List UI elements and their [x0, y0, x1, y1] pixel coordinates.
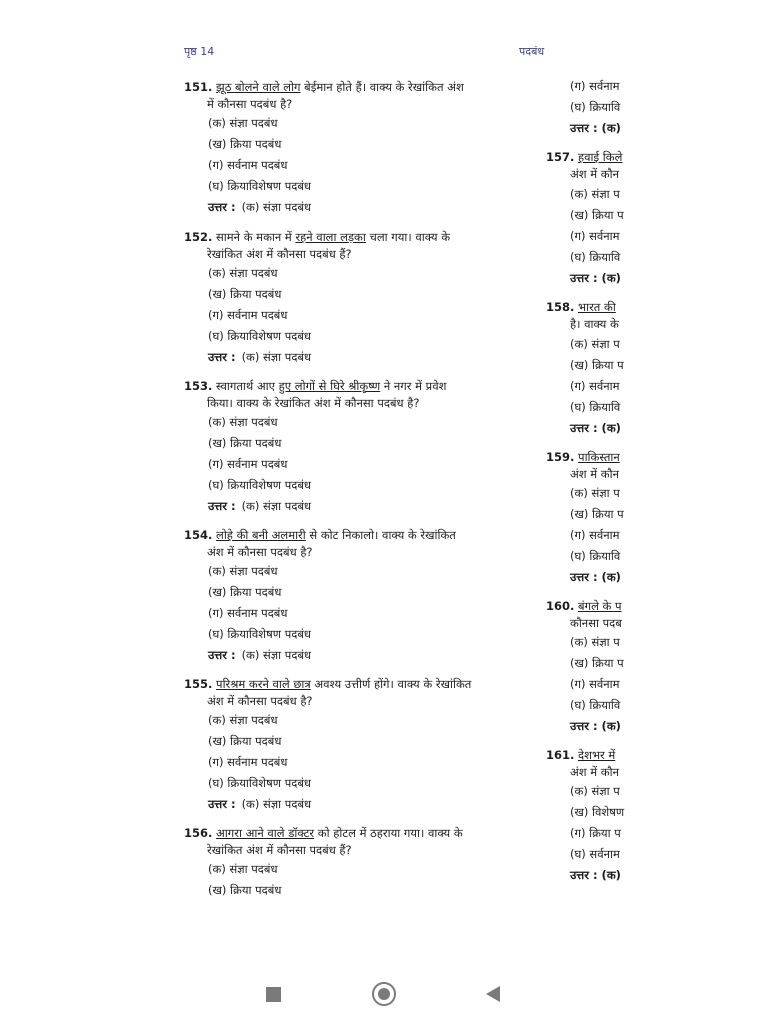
chapter-title: पदबंध	[519, 45, 545, 58]
option: (घ) क्रियावि	[570, 250, 621, 264]
option: (ग) क्रिया प	[570, 826, 621, 840]
question-155: 155. परिश्रम करने वाले छात्र अवश्य उत्तीर्ण होंगे। वाक्य के रेखांकित अंश में कौनसा पदबंध है?	[184, 677, 472, 708]
option: (ग) सर्वनाम	[570, 379, 620, 393]
answer: उत्तर : (क)	[570, 421, 621, 435]
answer: उत्तर : (क) संज्ञा पदबंध	[208, 797, 312, 811]
option: (घ) क्रियावि	[570, 549, 621, 563]
option: (घ) क्रियाविशेषण पदबंध	[208, 329, 311, 343]
recents-icon[interactable]	[266, 987, 281, 1002]
answer: उत्तर : (क) संज्ञा पदबंध	[208, 499, 312, 513]
option: (ग) सर्वनाम पदबंध	[208, 755, 288, 769]
back-icon[interactable]	[486, 986, 500, 1002]
document-page	[140, 0, 530, 960]
option: (ग) सर्वनाम पदबंध	[208, 158, 288, 172]
option: (ख) क्रिया प	[570, 208, 624, 222]
answer: उत्तर : (क) संज्ञा पदबंध	[208, 350, 312, 364]
question-157: 157. हवाई किले	[546, 150, 623, 164]
answer: उत्तर : (क)	[570, 868, 621, 882]
option: (ख) क्रिया प	[570, 507, 624, 521]
question-text: अंश में कौन	[570, 467, 619, 481]
option: (क) संज्ञा प	[570, 337, 620, 351]
question-152: 152. सामने के मकान में रहने वाला लड़का चला गया। वाक्य के रेखांकित अंश में कौनसा पदबंध हैं?	[184, 230, 451, 261]
question-158: 158. भारत की	[546, 300, 616, 314]
option: (ख) विशेषण	[570, 805, 625, 819]
option: (क) संज्ञा पदबंध	[208, 564, 278, 578]
option: (घ) क्रियाविशेषण पदबंध	[208, 179, 311, 193]
option: (क) संज्ञा पदबंध	[208, 116, 278, 130]
option: (घ) क्रियाविशेषण पदबंध	[208, 776, 311, 790]
option: (ख) क्रिया पदबंध	[208, 137, 282, 151]
option: (ग) सर्वनाम	[570, 229, 620, 243]
option: (ग) सर्वनाम	[570, 528, 620, 542]
answer: उत्तर : (क)	[570, 719, 621, 733]
option: (क) संज्ञा प	[570, 635, 620, 649]
option: (क) संज्ञा पदबंध	[208, 266, 278, 280]
answer: उत्तर : (क)	[570, 570, 621, 584]
question-159: 159. पाकिस्तान	[546, 450, 620, 464]
question-153: 153. स्वागतार्थ आए हुए लोगों से घिरे श्रीकृष्ण ने नगर में प्रवेश किया। वाक्य के रेखांकित अंश में कौनसा पदबंध है?	[184, 379, 447, 410]
option: (ग) सर्वनाम	[570, 79, 620, 93]
option: (क) संज्ञा प	[570, 486, 620, 500]
option: (क) संज्ञा पदबंध	[208, 713, 278, 727]
option: (ख) क्रिया पदबंध	[208, 287, 282, 301]
question-text: कौनसा पदब	[570, 616, 622, 630]
option: (ख) क्रिया पदबंध	[208, 585, 282, 599]
answer: उत्तर : (क) संज्ञा पदबंध	[208, 200, 312, 214]
option: (ग) सर्वनाम पदबंध	[208, 606, 288, 620]
question-161: 161. देशभर में	[546, 748, 616, 762]
option: (क) संज्ञा पदबंध	[208, 862, 278, 876]
question-156: 156. आगरा आने वाले डॉक्टर को होटल में ठहराया गया। वाक्य के रेखांकित अंश में कौनसा पदबंध हैं?	[184, 826, 463, 857]
option: (क) संज्ञा पदबंध	[208, 415, 278, 429]
question-text: है। वाक्य के	[570, 317, 619, 331]
question-160: 160. बंगले के प	[546, 599, 622, 613]
option: (घ) सर्वनाम	[570, 847, 620, 861]
option: (ग) सर्वनाम पदबंध	[208, 308, 288, 322]
answer: उत्तर : (क)	[570, 271, 621, 285]
option: (क) संज्ञा प	[570, 784, 620, 798]
page-number: पृष्ठ 14	[184, 45, 215, 58]
question-151: 151. झूठ बोलने वाले लोग बेईमान होते हैं। वाक्य के रेखांकित अंश में कौनसा पदबंध है?	[184, 80, 464, 111]
option: (क) संज्ञा प	[570, 187, 620, 201]
option: (ग) सर्वनाम पदबंध	[208, 457, 288, 471]
question-154: 154. लोहे की बनी अलमारी से कोट निकालो। वाक्य के रेखांकित अंश में कौनसा पदबंध है?	[184, 528, 456, 559]
option: (घ) क्रियाविशेषण पदबंध	[208, 627, 311, 641]
option: (ख) क्रिया पदबंध	[208, 734, 282, 748]
option: (घ) क्रियाविशेषण पदबंध	[208, 478, 311, 492]
option: (ख) क्रिया प	[570, 656, 624, 670]
option: (ग) सर्वनाम	[570, 677, 620, 691]
option: (घ) क्रियावि	[570, 698, 621, 712]
option: (घ) क्रियावि	[570, 100, 621, 114]
home-icon[interactable]	[372, 982, 396, 1006]
answer: उत्तर : (क) संज्ञा पदबंध	[208, 648, 312, 662]
option: (ख) क्रिया पदबंध	[208, 883, 282, 897]
question-text: अंश में कौन	[570, 765, 619, 779]
option: (ख) क्रिया पदबंध	[208, 436, 282, 450]
answer: उत्तर : (क)	[570, 121, 621, 135]
question-text: अंश में कौन	[570, 167, 619, 181]
right-column	[535, 0, 632, 960]
option: (घ) क्रियावि	[570, 400, 621, 414]
option: (ख) क्रिया प	[570, 358, 624, 372]
